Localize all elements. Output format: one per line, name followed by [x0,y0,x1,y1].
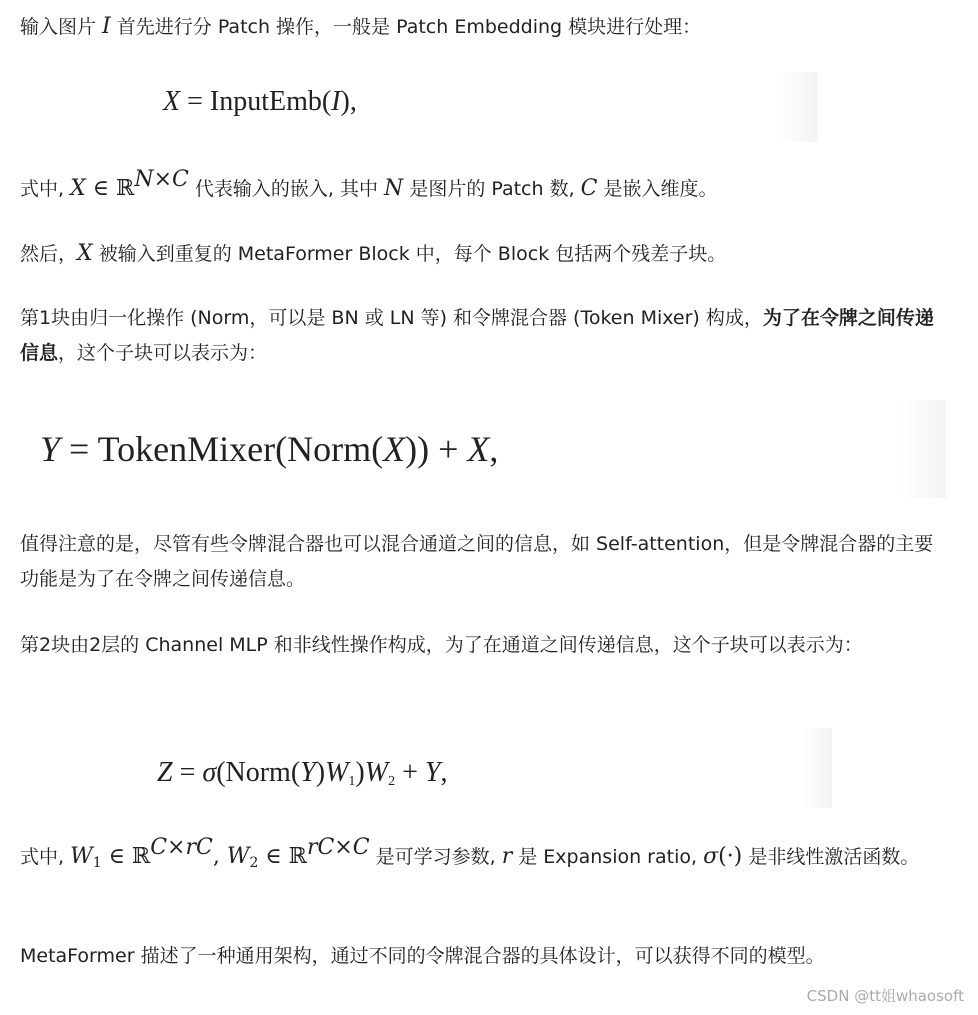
math-var: I [331,86,341,117]
paragraph-note [20,527,950,597]
math-var: X [163,86,181,117]
math-var: X [383,429,406,469]
formula-channel-mlp [157,757,447,789]
text: = [172,757,203,788]
bold-text: 为了在令牌之间传递信息 [20,307,934,364]
math-var: W [70,844,93,869]
text: + [395,757,425,788]
text: MetaFormer 描述了一种通用架构，通过不同的令牌混合器的具体设计，可以获得不同的模型。 [20,945,825,967]
math-var: X [70,176,86,201]
paragraph-patch-intro [20,9,950,45]
text: ), [340,86,357,117]
math-var: X [77,241,93,266]
text: 是图片的 Patch 数, [403,178,581,200]
math-var: I [102,14,111,39]
formula-token-mixer [40,428,498,470]
formula-bg [900,400,946,498]
paragraph-params [20,835,950,875]
formula-bg [780,72,818,142]
text: 是非线性激活函数。 [742,846,920,868]
math-sub: 2 [249,855,259,871]
text: ) [355,757,365,788]
text: 输入图片 [20,16,103,38]
paragraph-summary [20,939,950,974]
math-var: σ [703,844,719,869]
text: = TokenMixer(Norm( [60,429,384,469]
math-var: W [325,757,349,788]
text: )) + [405,429,468,469]
text: ) [315,757,326,788]
math-var: Y [424,757,441,788]
paragraph-metaformer-block [20,236,950,272]
text: 首先进行分 Patch 操作，一般是 Patch Embedding 模块进行处理： [110,16,702,38]
math-op: ∈ ℝ [258,844,307,869]
text: , [440,757,448,788]
math-sub: 1 [92,855,102,871]
text: ，这个子块可以表示为： [58,342,268,364]
text: 代表输入的嵌入, 其中 [188,178,385,200]
paragraph-embedding-def [20,167,950,207]
math-var: C [580,176,598,201]
text: 然后， [20,243,78,265]
text: 值得注意的是，尽管有些令牌混合器也可以混合通道之间的信息，如 Self-attention，但是令牌混合器的主要功能是为了在令牌之间传递信息。 [20,533,934,590]
watermark: CSDN @tt姐whaosoft [806,987,964,1005]
text: 是 Expansion ratio, [512,846,704,868]
text: = InputEmb( [180,86,332,117]
text: 是嵌入维度。 [597,178,718,200]
math-var: X [467,429,490,469]
math-sub: 2 [388,774,396,789]
text: (·) [718,844,743,869]
math-var: r [501,844,513,869]
formula-input-emb [163,86,357,118]
text: (Norm( [216,757,301,788]
paragraph-block1 [20,301,950,371]
text: 第2块由2层的 Channel MLP 和非线性操作构成，为了在通道之间传递信息，这个子块可以表示为： [20,634,863,656]
formula-bg [800,728,832,808]
math-var: Y [300,757,316,788]
math-op: ∈ ℝ [85,176,135,201]
text: 被输入到重复的 MetaFormer Block 中，每个 Block 包括两个残差子块。 [92,243,727,265]
math-var: N [384,176,404,201]
math-sup: C×rC [150,835,213,860]
math-sub: 1 [348,774,356,789]
text: 式中, [20,846,71,868]
text: 式中, [20,178,71,200]
math-sup: N×C [134,167,189,192]
math-var: W [226,844,250,869]
text: 是可学习参数, [369,846,502,868]
math-var: W [364,757,389,788]
paragraph-block2 [20,628,950,663]
text: , [489,429,499,469]
math-var: Z [157,757,173,788]
math-var: σ [202,757,217,788]
text: , [212,844,227,869]
text: 第1块由归一化操作 (Norm，可以是 BN 或 LN 等) 和令牌混合器 (Token Mixer) 构成， [20,307,763,329]
math-var: Y [40,429,61,469]
math-op: ∈ ℝ [101,844,151,869]
math-sup: rC×C [306,835,370,860]
